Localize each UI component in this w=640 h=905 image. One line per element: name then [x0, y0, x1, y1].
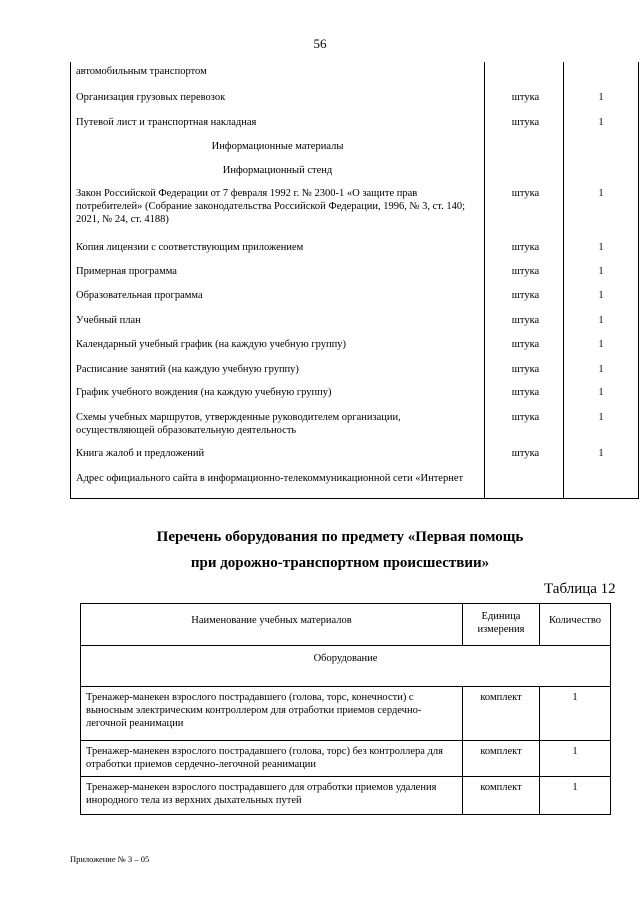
table-row [71, 84, 639, 109]
row-name: Тренажер-манекен взрослого пострадавшего (голова, торс, конечности) с выносным электрическим контроллером для отработки приемов сердечно-легочной реанимации [81, 687, 463, 741]
row-qty: 1 [564, 258, 639, 282]
row-name: Учебный план [71, 307, 485, 331]
table-row [71, 356, 639, 379]
header-name: Наименование учебных материалов [81, 604, 463, 646]
row-name: График учебного вождения (на каждую учебную группу) [71, 379, 485, 404]
section-heading: Оборудование [81, 646, 611, 687]
row-unit: комплект [463, 777, 540, 815]
row-unit: штука [485, 440, 564, 465]
row-name: автомобильным транспортом [71, 62, 485, 84]
footer-note: Приложение № 3 – 05 [70, 854, 150, 864]
table-row [71, 109, 639, 133]
row-qty: 1 [564, 331, 639, 356]
row-qty: 1 [564, 282, 639, 307]
section-heading-row [71, 157, 639, 180]
row-unit: штука [485, 109, 564, 133]
row-name: Примерная программа [71, 258, 485, 282]
row-unit: штука [485, 404, 564, 440]
table-row [81, 777, 611, 815]
row-name: Схемы учебных маршрутов, утвержденные руководителем организации, осуществляющей образовательную деятельность [71, 404, 485, 440]
table-label: Таблица 12 [544, 581, 616, 597]
row-name: Календарный учебный график (на каждую учебную группу) [71, 331, 485, 356]
row-name: Тренажер-манекен взрослого пострадавшего (голова, торс) без контроллера для отработки приемов сердечно-легочной реанимации [81, 741, 463, 777]
row-qty: 1 [564, 307, 639, 331]
page-number: 56 [313, 36, 327, 51]
row-unit: штука [485, 331, 564, 356]
row-qty: 1 [540, 777, 611, 815]
row-qty: 1 [564, 234, 639, 258]
row-unit: штука [485, 379, 564, 404]
row-name: Адрес официального сайта в информационно-телекоммуникационной сети «Интернет [71, 465, 485, 498]
upper-table [70, 62, 639, 499]
row-qty: 1 [564, 404, 639, 440]
row-name: Закон Российской Федерации от 7 февраля 1992 г. № 2300-1 «О защите прав потребителей» (Собрание законодательства Российской Федерации, 1996, № 3, ст. 140; 2021, № 24, ст. 4188) [71, 180, 485, 234]
row-unit [485, 157, 564, 180]
table-row [81, 741, 611, 777]
table-row [71, 440, 639, 465]
row-qty: 1 [564, 84, 639, 109]
row-name: Копия лицензии с соответствующим приложением [71, 234, 485, 258]
row-qty: 1 [564, 180, 639, 234]
row-unit: штука [485, 282, 564, 307]
row-name: Тренажер-манекен взрослого пострадавшего для отработки приемов удаления инородного тела из верхних дыхательных путей [81, 777, 463, 815]
row-name: Расписание занятий (на каждую учебную группу) [71, 356, 485, 379]
row-unit: комплект [463, 741, 540, 777]
row-qty: 1 [540, 741, 611, 777]
section-title-line-2: при дорожно-транспортном происшествии» [190, 555, 490, 571]
row-qty [564, 62, 639, 84]
section-heading: Информационные материалы [71, 133, 485, 157]
header-unit: Единица измерения [463, 604, 540, 646]
row-unit: штука [485, 356, 564, 379]
row-name: Книга жалоб и предложений [71, 440, 485, 465]
row-qty [564, 133, 639, 157]
row-qty [564, 157, 639, 180]
section-heading-row [81, 646, 611, 687]
row-unit [485, 62, 564, 84]
row-unit [485, 465, 564, 498]
row-name: Путевой лист и транспортная накладная [71, 109, 485, 133]
row-unit: штука [485, 234, 564, 258]
table-row [71, 180, 639, 234]
row-unit: штука [485, 84, 564, 109]
row-qty: 1 [564, 109, 639, 133]
table-row [71, 379, 639, 404]
table-row [71, 465, 639, 498]
table-header-row [81, 604, 611, 646]
equipment-table [80, 603, 611, 815]
table-row [71, 258, 639, 282]
row-qty: 1 [564, 440, 639, 465]
table-row [71, 62, 639, 84]
row-qty: 1 [564, 356, 639, 379]
row-name: Образовательная программа [71, 282, 485, 307]
row-qty [564, 465, 639, 498]
row-unit: штука [485, 307, 564, 331]
header-qty: Количество [540, 604, 611, 646]
table-row [81, 687, 611, 741]
row-qty: 1 [540, 687, 611, 741]
row-name: Организация грузовых перевозок [71, 84, 485, 109]
table-row [71, 331, 639, 356]
section-heading-row [71, 133, 639, 157]
table-row [71, 307, 639, 331]
section-title-line-1: Перечень оборудования по предмету «Первая помощь [156, 529, 524, 545]
row-unit: комплект [463, 687, 540, 741]
row-qty: 1 [564, 379, 639, 404]
table-row [71, 404, 639, 440]
row-unit: штука [485, 258, 564, 282]
table-row [71, 282, 639, 307]
row-unit [485, 133, 564, 157]
row-unit: штука [485, 180, 564, 234]
section-heading: Информационный стенд [71, 157, 485, 180]
table-row [71, 234, 639, 258]
